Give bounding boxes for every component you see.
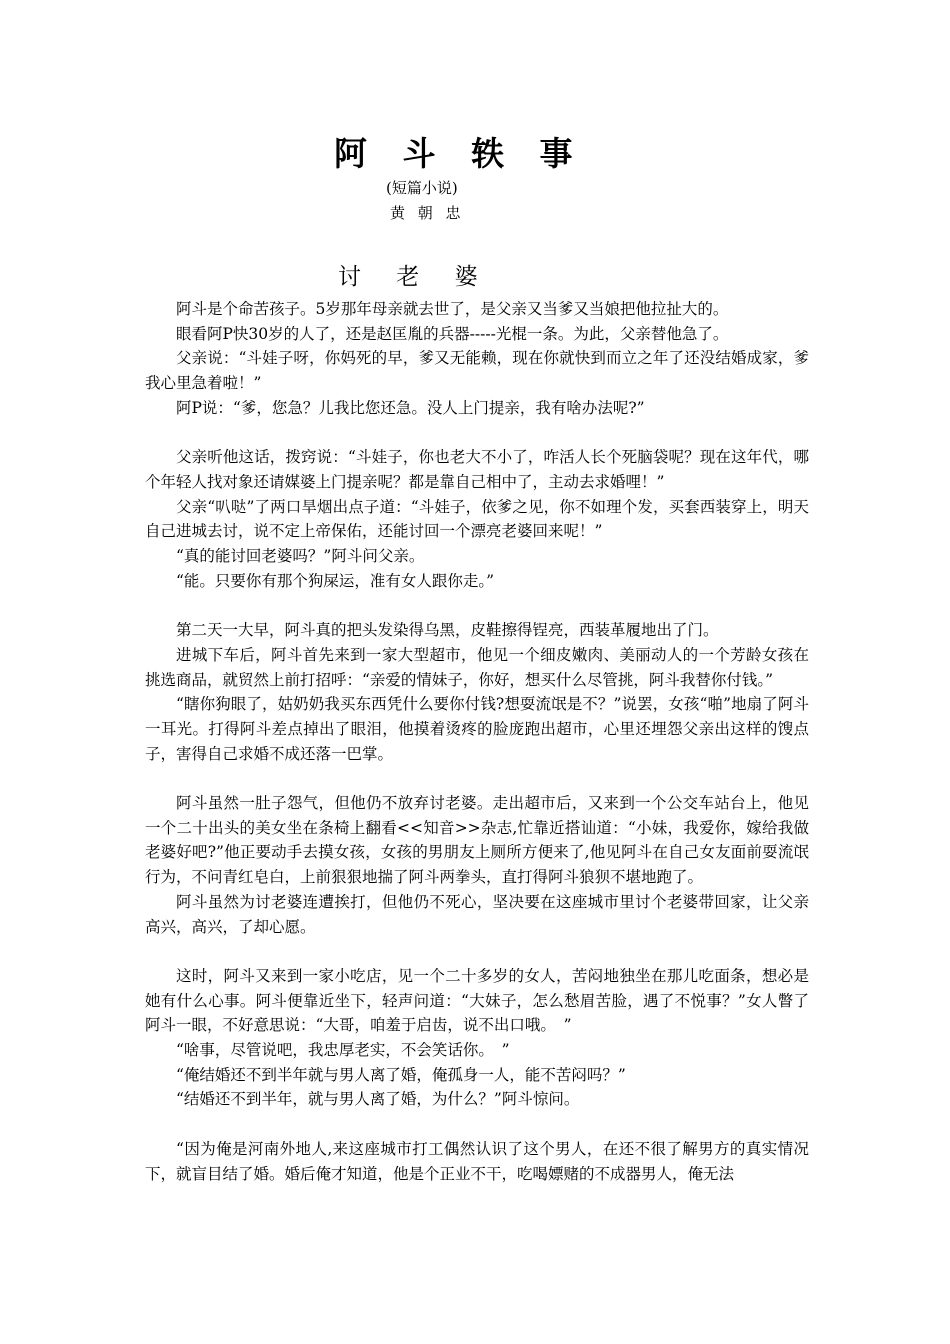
paragraph: 进城下车后，阿斗首先来到一家大型超市，他见一个细皮嫩肉、美丽动人的一个芳龄女孩在挑选商品，就贸然上前打招呼：“亲爱的情妹子，你好，想买什么尽管挑，阿斗我替你付钱。” xyxy=(145,645,809,689)
paragraph: 第二天一大早，阿斗真的把头发染得乌黑，皮鞋擦得锃亮，西装革履地出了门。 xyxy=(176,621,719,640)
paragraph: “能。只要你有那个狗屎运，准有女人跟你走。” xyxy=(176,571,495,590)
paragraph: 父亲听他这话，拨窍说：“斗娃子，你也老大不小了，咋活人长个死脑袋呢？现在这年代，哪个年轻人找对象还请媒婆上门提亲呢？都是靠自己相中了，主动去求婚哩！” xyxy=(145,448,809,491)
paragraph: “瞎你狗眼了，姑奶奶我买东西凭什么要你付钱?想耍流氓是不？”说罢，女孩“啪”地扇了阿斗一耳光。打得阿斗差点掉出了眼泪，他摸着烫疼的脸庞跑出超市，心里还埋怨父亲出这样的馊点子，害得自己求婚不成还落一巴掌。 xyxy=(145,695,809,763)
paragraph: 阿P说：“爹，您急？儿我比您还急。没人上门提亲，我有啥办法呢?” xyxy=(176,398,645,417)
document-title: 阿 斗 轶 事 xyxy=(334,134,585,173)
paragraph: “啥事，尽管说吧，我忠厚老实，不会笑话你。 ” xyxy=(176,1041,510,1060)
paragraph: 父亲说：“斗娃子呀，你妈死的早，爹又无能赖，现在你就快到而立之年了还没结婚成家，爹我心里急着啦！” xyxy=(145,349,809,393)
document-subtitle: (短篇小说) xyxy=(386,179,458,197)
paragraph: 父亲“叭哒”了两口旱烟出点子道：“斗娃子，依爹之见，你不如理个发，买套西装穿上，明天自己进城去讨，说不定上帝保佑，还能讨回一个漂亮老婆回来呢！” xyxy=(145,497,809,541)
paragraph: 这时，阿斗又来到一家小吃店，见一个二十多岁的女人，苦闷地独坐在那儿吃面条，想必是她有什么心事。阿斗便靠近坐下，轻声问道：“大妹子，怎么愁眉苦脸，遇了不悦事？”女人瞥了阿斗一眼，不好意思说：“大哥，咱羞于启齿，说不出口哦。 ” xyxy=(145,966,809,1035)
paragraph: 眼看阿P快30岁的人了，还是赵匡胤的兵器-----光棍一条。为此，父亲替他急了。 xyxy=(176,324,729,343)
story-body xyxy=(145,297,809,1186)
paragraph: 阿斗是个命苦孩子。5岁那年母亲就去世了，是父亲又当爹又当娘把他拉扯大的。 xyxy=(176,300,729,318)
paragraph: “真的能讨回老婆吗？”阿斗问父亲。 xyxy=(176,547,425,566)
paragraph: “因为俺是河南外地人,来这座城市打工偶然认识了这个男人，在还不很了解男方的真实情况下，就盲目结了婚。婚后俺才知道，他是个正业不干，吃喝嫖赌的不成器男人，俺无法 xyxy=(145,1139,809,1183)
paragraph: 阿斗虽然一肚子怨气，但他仍不放弃讨老婆。走出超市后，又来到一个公交车站台上，他见一个二十出头的美女坐在条椅上翻看<<知音>>杂志,忙靠近搭讪道：“小妹，我爱你，嫁给我做老婆好吧?”他正要动手去摸女孩，女孩的男朋友上厕所方便来了,他见阿斗在自己女友面前耍流氓行为，不问青红皂白，上前狠狠地揣了阿斗两拳头，直打得阿斗狼狈不堪地跑了。 xyxy=(145,794,809,887)
section-title: 讨 老 婆 xyxy=(338,264,492,290)
paragraph: “结婚还不到半年，就与男人离了婚，为什么？”阿斗惊问。 xyxy=(176,1090,580,1109)
paragraph: “俺结婚还不到半年就与男人离了婚，俺孤身一人，能不苦闷吗？” xyxy=(176,1065,626,1084)
author-name: 黄 朝 忠 xyxy=(390,204,465,222)
paragraph: 阿斗虽然为讨老婆连遭挨打，但他仍不死心，坚决要在这座城市里讨个老婆带回家，让父亲高兴，高兴，了却心愿。 xyxy=(145,892,809,936)
